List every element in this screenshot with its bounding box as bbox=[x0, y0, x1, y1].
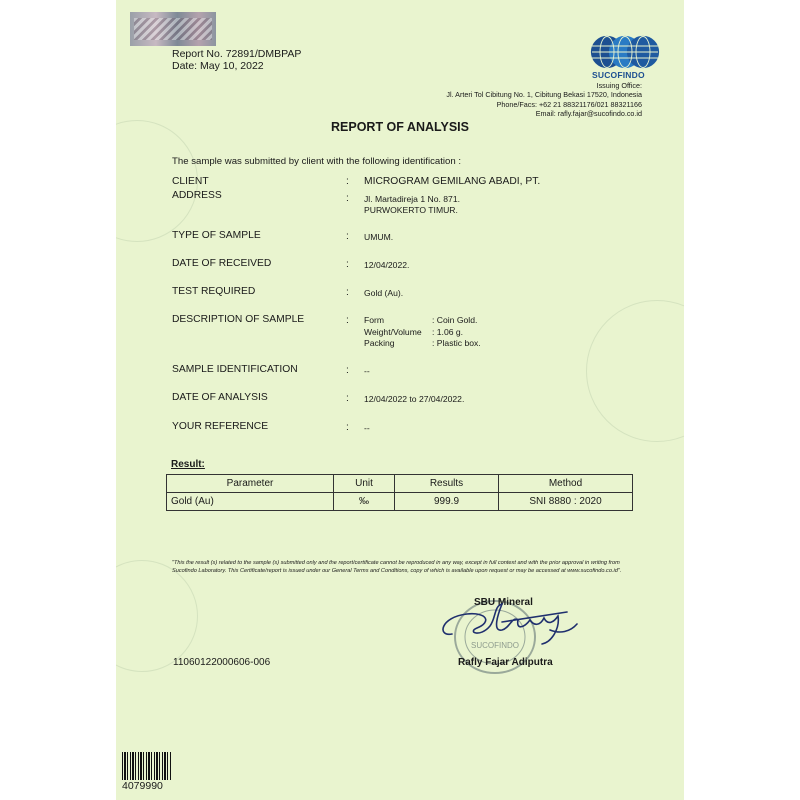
identification-label: SAMPLE IDENTIFICATION bbox=[172, 364, 298, 375]
business-unit: SBU Mineral bbox=[474, 597, 533, 608]
parameter-cell: Gold (Au) bbox=[167, 493, 334, 511]
method-cell: SNI 8880 : 2020 bbox=[499, 493, 633, 511]
barcode bbox=[122, 752, 172, 780]
description-details bbox=[364, 315, 481, 350]
sucofindo-globe-logo bbox=[590, 35, 660, 69]
reference-label: YOUR REFERENCE bbox=[172, 421, 269, 432]
colon: : bbox=[346, 176, 349, 187]
desc-key: Weight/Volume bbox=[364, 326, 422, 337]
colon: : bbox=[346, 365, 349, 376]
address-label: ADDRESS bbox=[172, 190, 222, 201]
column-header: Parameter bbox=[167, 475, 334, 493]
unit-cell: ‰ bbox=[334, 493, 395, 511]
table-header-row bbox=[167, 475, 633, 493]
address-line-2: PURWOKERTO TIMUR. bbox=[364, 205, 458, 215]
report-date: Date: May 10, 2022 bbox=[172, 60, 264, 72]
colon: : bbox=[432, 315, 435, 325]
colon: : bbox=[346, 193, 349, 204]
analysis-date-value: 12/04/2022 to 27/04/2022. bbox=[364, 394, 465, 404]
desc-row bbox=[364, 327, 481, 339]
result-table bbox=[166, 474, 633, 511]
colon: : bbox=[346, 422, 349, 433]
column-header: Unit bbox=[334, 475, 395, 493]
colon: : bbox=[346, 393, 349, 404]
report-number: Report No. 72891/DMBPAP bbox=[172, 48, 302, 60]
report-page bbox=[116, 0, 684, 800]
document-number: 11060122000606-006 bbox=[173, 657, 271, 668]
analysis-date-label: DATE OF ANALYSIS bbox=[172, 392, 268, 403]
column-header: Results bbox=[395, 475, 499, 493]
type-label: TYPE OF SAMPLE bbox=[172, 230, 261, 241]
desc-key: Packing bbox=[364, 338, 395, 348]
signer-name: Rafly Fajar Adiputra bbox=[458, 657, 553, 668]
issuing-label: Issuing Office: bbox=[596, 81, 642, 90]
colon: : bbox=[346, 315, 349, 326]
test-label: TEST REQUIRED bbox=[172, 286, 256, 297]
client-label: CLIENT bbox=[172, 176, 209, 187]
table-row bbox=[167, 493, 633, 511]
barcode-number: 4079990 bbox=[122, 780, 163, 792]
intro-text: The sample was submitted by client with the following identification : bbox=[172, 156, 462, 167]
desc-value: Plastic box. bbox=[436, 338, 481, 348]
type-value: UMUM. bbox=[364, 232, 394, 242]
colon: : bbox=[346, 231, 349, 242]
client-value: MICROGRAM GEMILANG ABADI, PT. bbox=[364, 176, 541, 187]
desc-row bbox=[364, 338, 481, 350]
identification-value: -- bbox=[364, 366, 370, 376]
logo-wordmark: SUCOFINDO bbox=[592, 70, 645, 80]
test-value: Gold (Au). bbox=[364, 288, 404, 298]
results-cell: 999.9 bbox=[395, 493, 499, 511]
desc-row bbox=[364, 315, 481, 327]
desc-value: 1.06 g. bbox=[436, 326, 464, 337]
colon: : bbox=[432, 326, 435, 337]
description-label: DESCRIPTION OF SAMPLE bbox=[172, 314, 305, 325]
reference-value: -- bbox=[364, 423, 370, 433]
received-label: DATE OF RECEIVED bbox=[172, 258, 272, 269]
report-title: REPORT OF ANALYSIS bbox=[331, 120, 469, 134]
watermark-pattern bbox=[586, 300, 684, 442]
hologram-sticker bbox=[130, 12, 216, 46]
watermark-pattern bbox=[116, 560, 198, 672]
address-line-1: Jl. Martadireja 1 No. 871. bbox=[364, 194, 461, 204]
colon: : bbox=[432, 338, 435, 348]
received-value: 12/04/2022. bbox=[364, 260, 410, 270]
signature bbox=[432, 592, 582, 652]
issuing-office bbox=[446, 81, 642, 118]
colon: : bbox=[346, 259, 349, 270]
disclaimer-text: "This the result (s) related to the sample (s) submitted only and the report/certificate cannot be reproduced in any way, except in full context and with the prior approval in writing from Sucofindo Laboratory. This Certificate/report is issued under our General Terms and Conditions, copy of which is available upon request or may be accessed at www.sucofindo.co.id". bbox=[172, 560, 622, 574]
issuing-address: Jl. Arteri Tol Cibitung No. 1, Cibitung Bekasi 17520, Indonesia bbox=[446, 90, 642, 100]
issuing-email: Email: rafly.fajar@sucofindo.co.id bbox=[535, 108, 642, 118]
result-heading: Result: bbox=[171, 459, 205, 470]
column-header: Method bbox=[499, 475, 633, 493]
stamp-text: SUCOFINDO bbox=[471, 641, 519, 650]
issuing-phone: Phone/Facs: +62 21 88321176/021 88321166 bbox=[496, 99, 642, 109]
colon: : bbox=[346, 287, 349, 298]
desc-key: Form bbox=[364, 315, 385, 325]
desc-value: Coin Gold. bbox=[436, 315, 478, 325]
